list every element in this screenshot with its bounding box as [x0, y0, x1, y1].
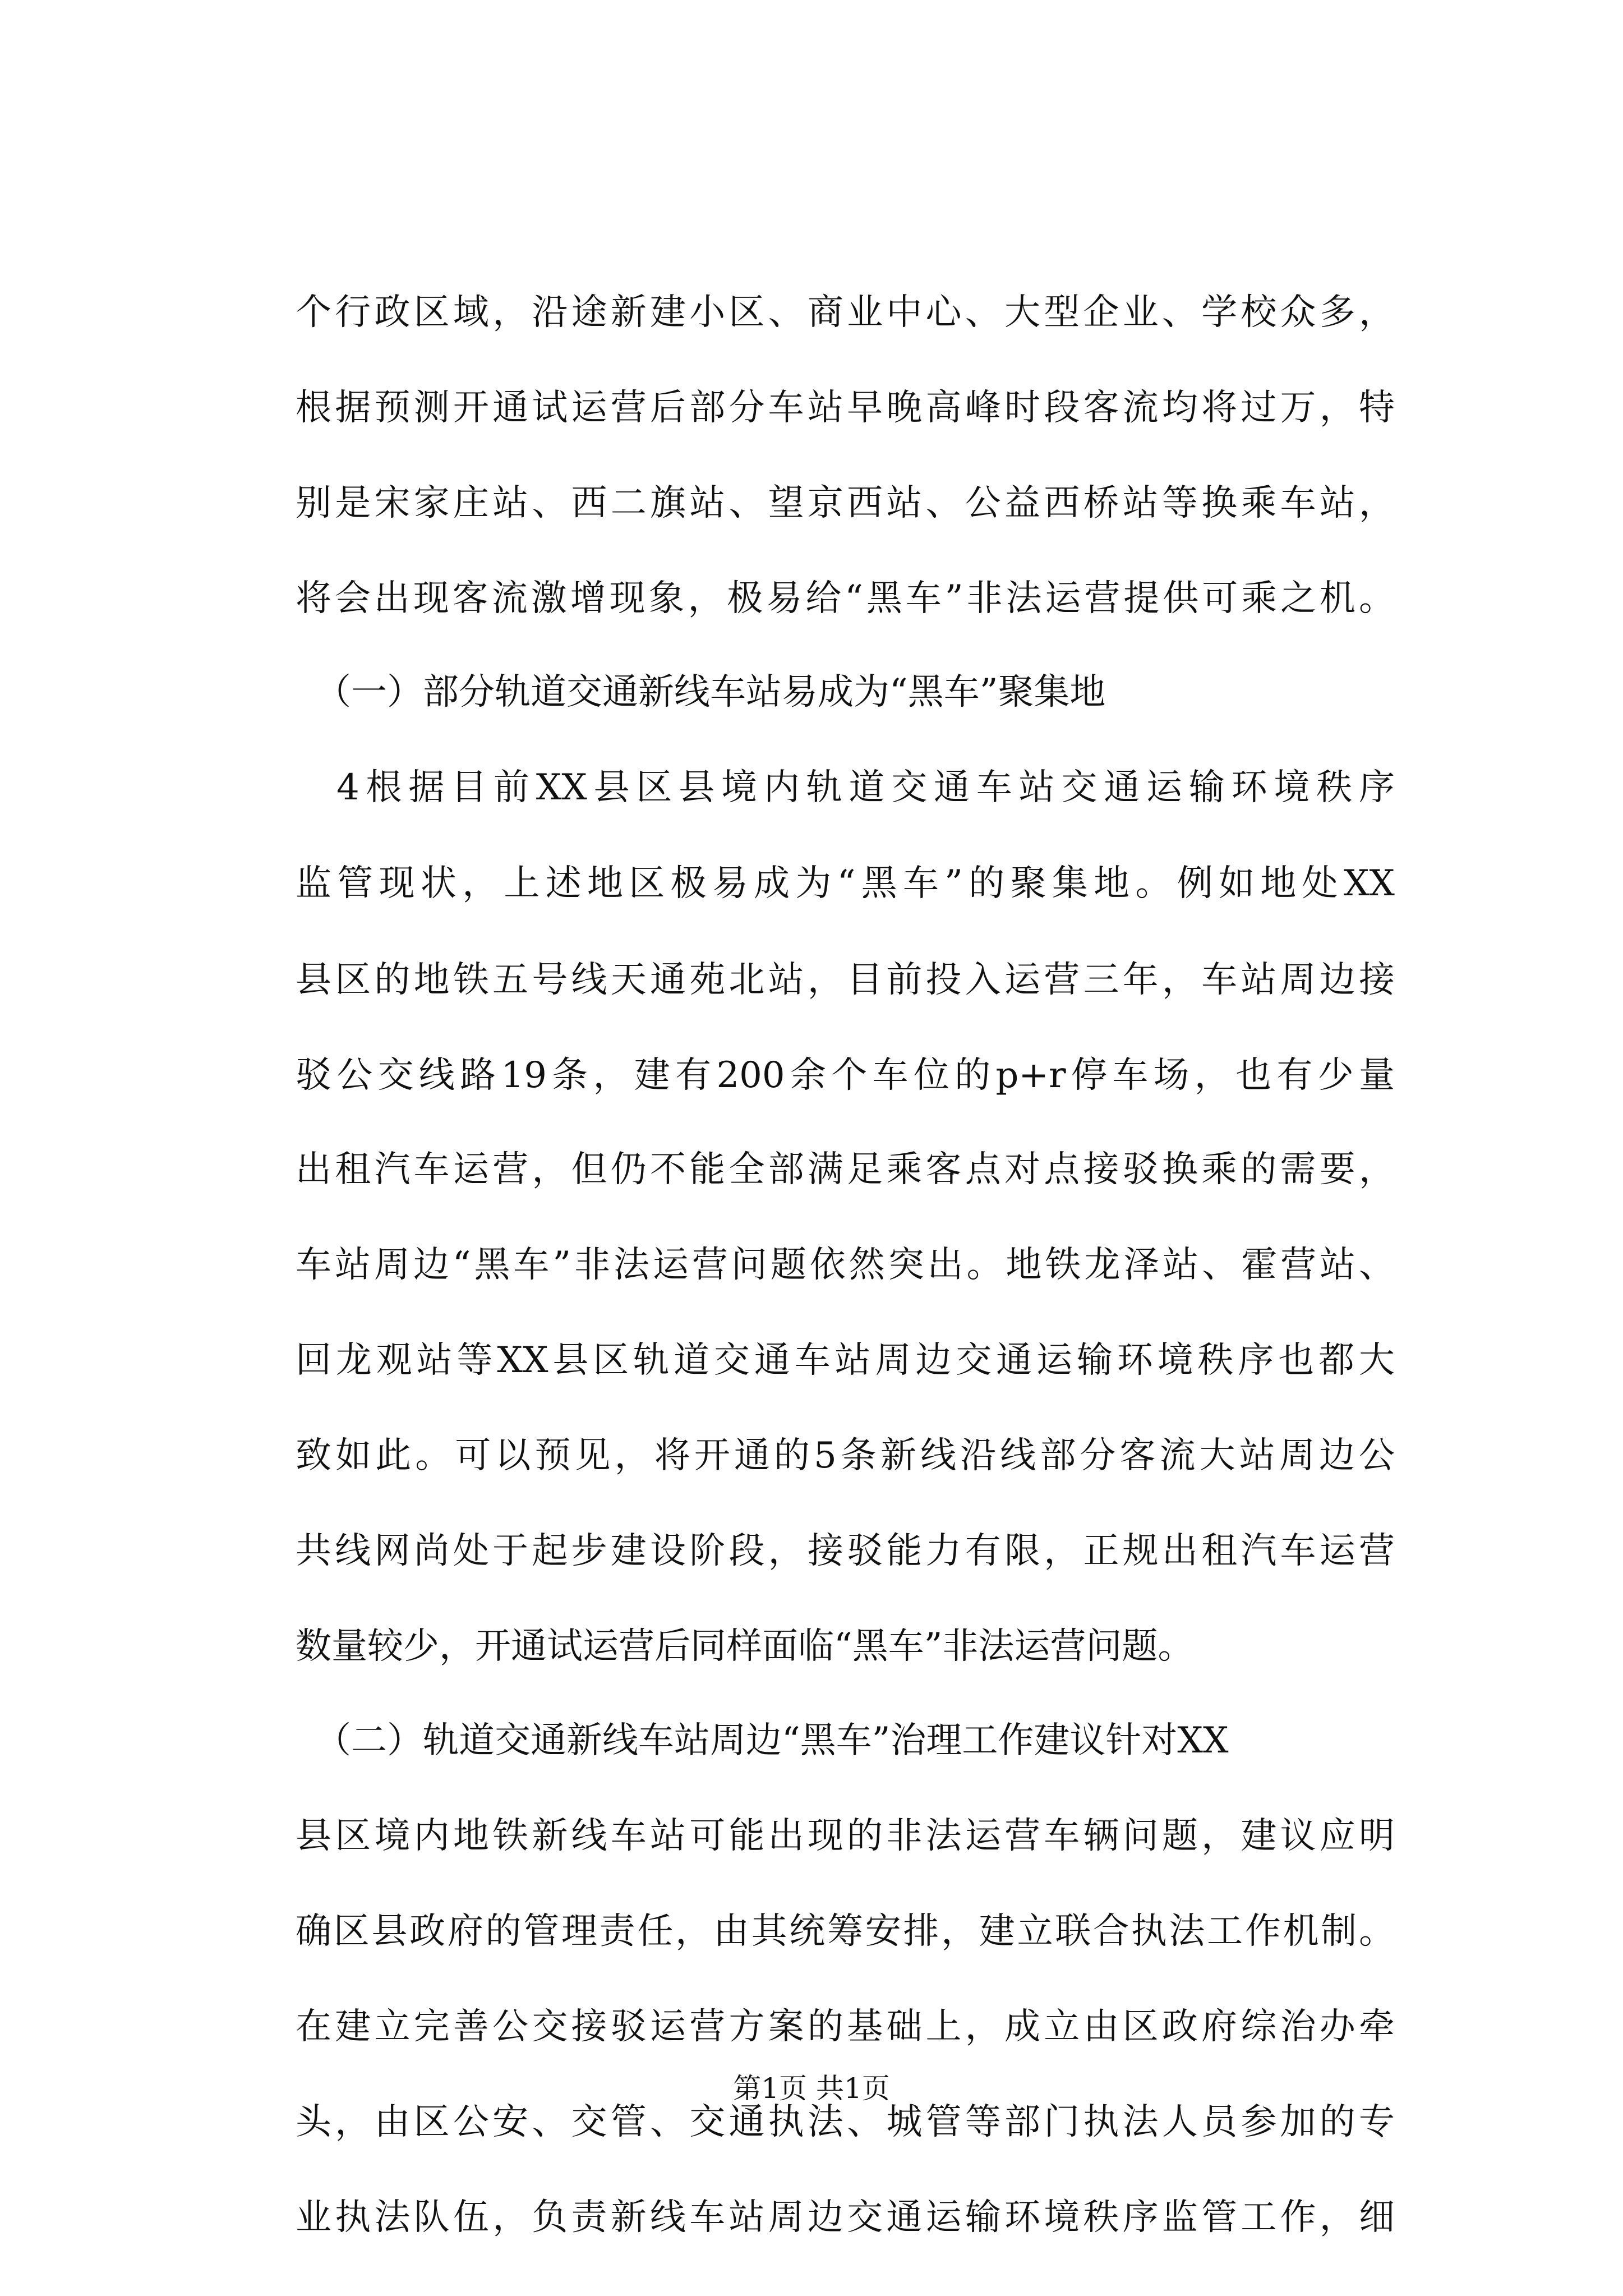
body-text-line: 车站周边“黑车”非法运营问题依然突出。地铁龙泽站、霍营站、: [296, 1244, 1395, 1286]
body-text-line: 县区的地铁五号线天通苑北站，目前投入运营三年，车站周边接: [296, 959, 1395, 1001]
page-footer: 第1页 共1页: [733, 2072, 890, 2105]
body-text-line: 数量较少，开通试运营后同样面临“黑车”非法运营问题。: [296, 1626, 1194, 1667]
section-heading: （一）部分轨道交通新线车站易成为“黑车”聚集地: [315, 671, 1106, 713]
body-text-line: 头，由区公安、交管、交通执法、城管等部门执法人员参加的专: [296, 2101, 1395, 2143]
body-text-line: 回龙观站等XX县区轨道交通车站周边交通运输环境秩序也都大: [296, 1340, 1395, 1381]
body-text-line: 4根据目前XX县区县境内轨道交通车站交通运输环境秩序: [336, 767, 1395, 808]
body-text-line: 别是宋家庄站、西二旗站、望京西站、公益西桥站等换乘车站，: [296, 482, 1395, 524]
section-heading: （二）轨道交通新线车站周边“黑车”治理工作建议针对XX: [315, 1720, 1229, 1761]
body-text-line: 将会出现客流激增现象，极易给“黑车”非法运营提供可乘之机。: [296, 578, 1395, 619]
body-text-line: 业执法队伍，负责新线车站周边交通运输环境秩序监管工作，细: [296, 2197, 1395, 2238]
body-text-line: 个行政区域，沿途新建小区、商业中心、大型企业、学校众多，: [296, 292, 1395, 333]
body-text-line: 确区县政府的管理责任，由其统筹安排，建立联合执法工作机制。: [296, 1911, 1395, 1952]
body-text-line: 驳公交线路19条，建有200余个车位的p+r停车场，也有少量: [296, 1055, 1395, 1096]
body-text-line: 在建立完善公交接驳运营方案的基础上，成立由区政府综治办牵: [296, 2006, 1395, 2047]
body-text-line: 共线网尚处于起步建设阶段，接驳能力有限，正规出租汽车运营: [296, 1530, 1395, 1572]
body-text-line: 出租汽车运营，但仍不能全部满足乘客点对点接驳换乘的需要，: [296, 1149, 1395, 1190]
body-text-line: 致如此。可以预见，将开通的5条新线沿线部分客流大站周边公: [296, 1435, 1395, 1476]
body-text-line: 县区境内地铁新线车站可能出现的非法运营车辆问题，建议应明: [296, 1815, 1395, 1857]
body-text-line: 根据预测开通试运营后部分车站早晚高峰时段客流均将过万，特: [296, 387, 1395, 429]
body-text-line: 监管现状，上述地区极易成为“黑车”的聚集地。例如地处XX: [296, 863, 1395, 904]
